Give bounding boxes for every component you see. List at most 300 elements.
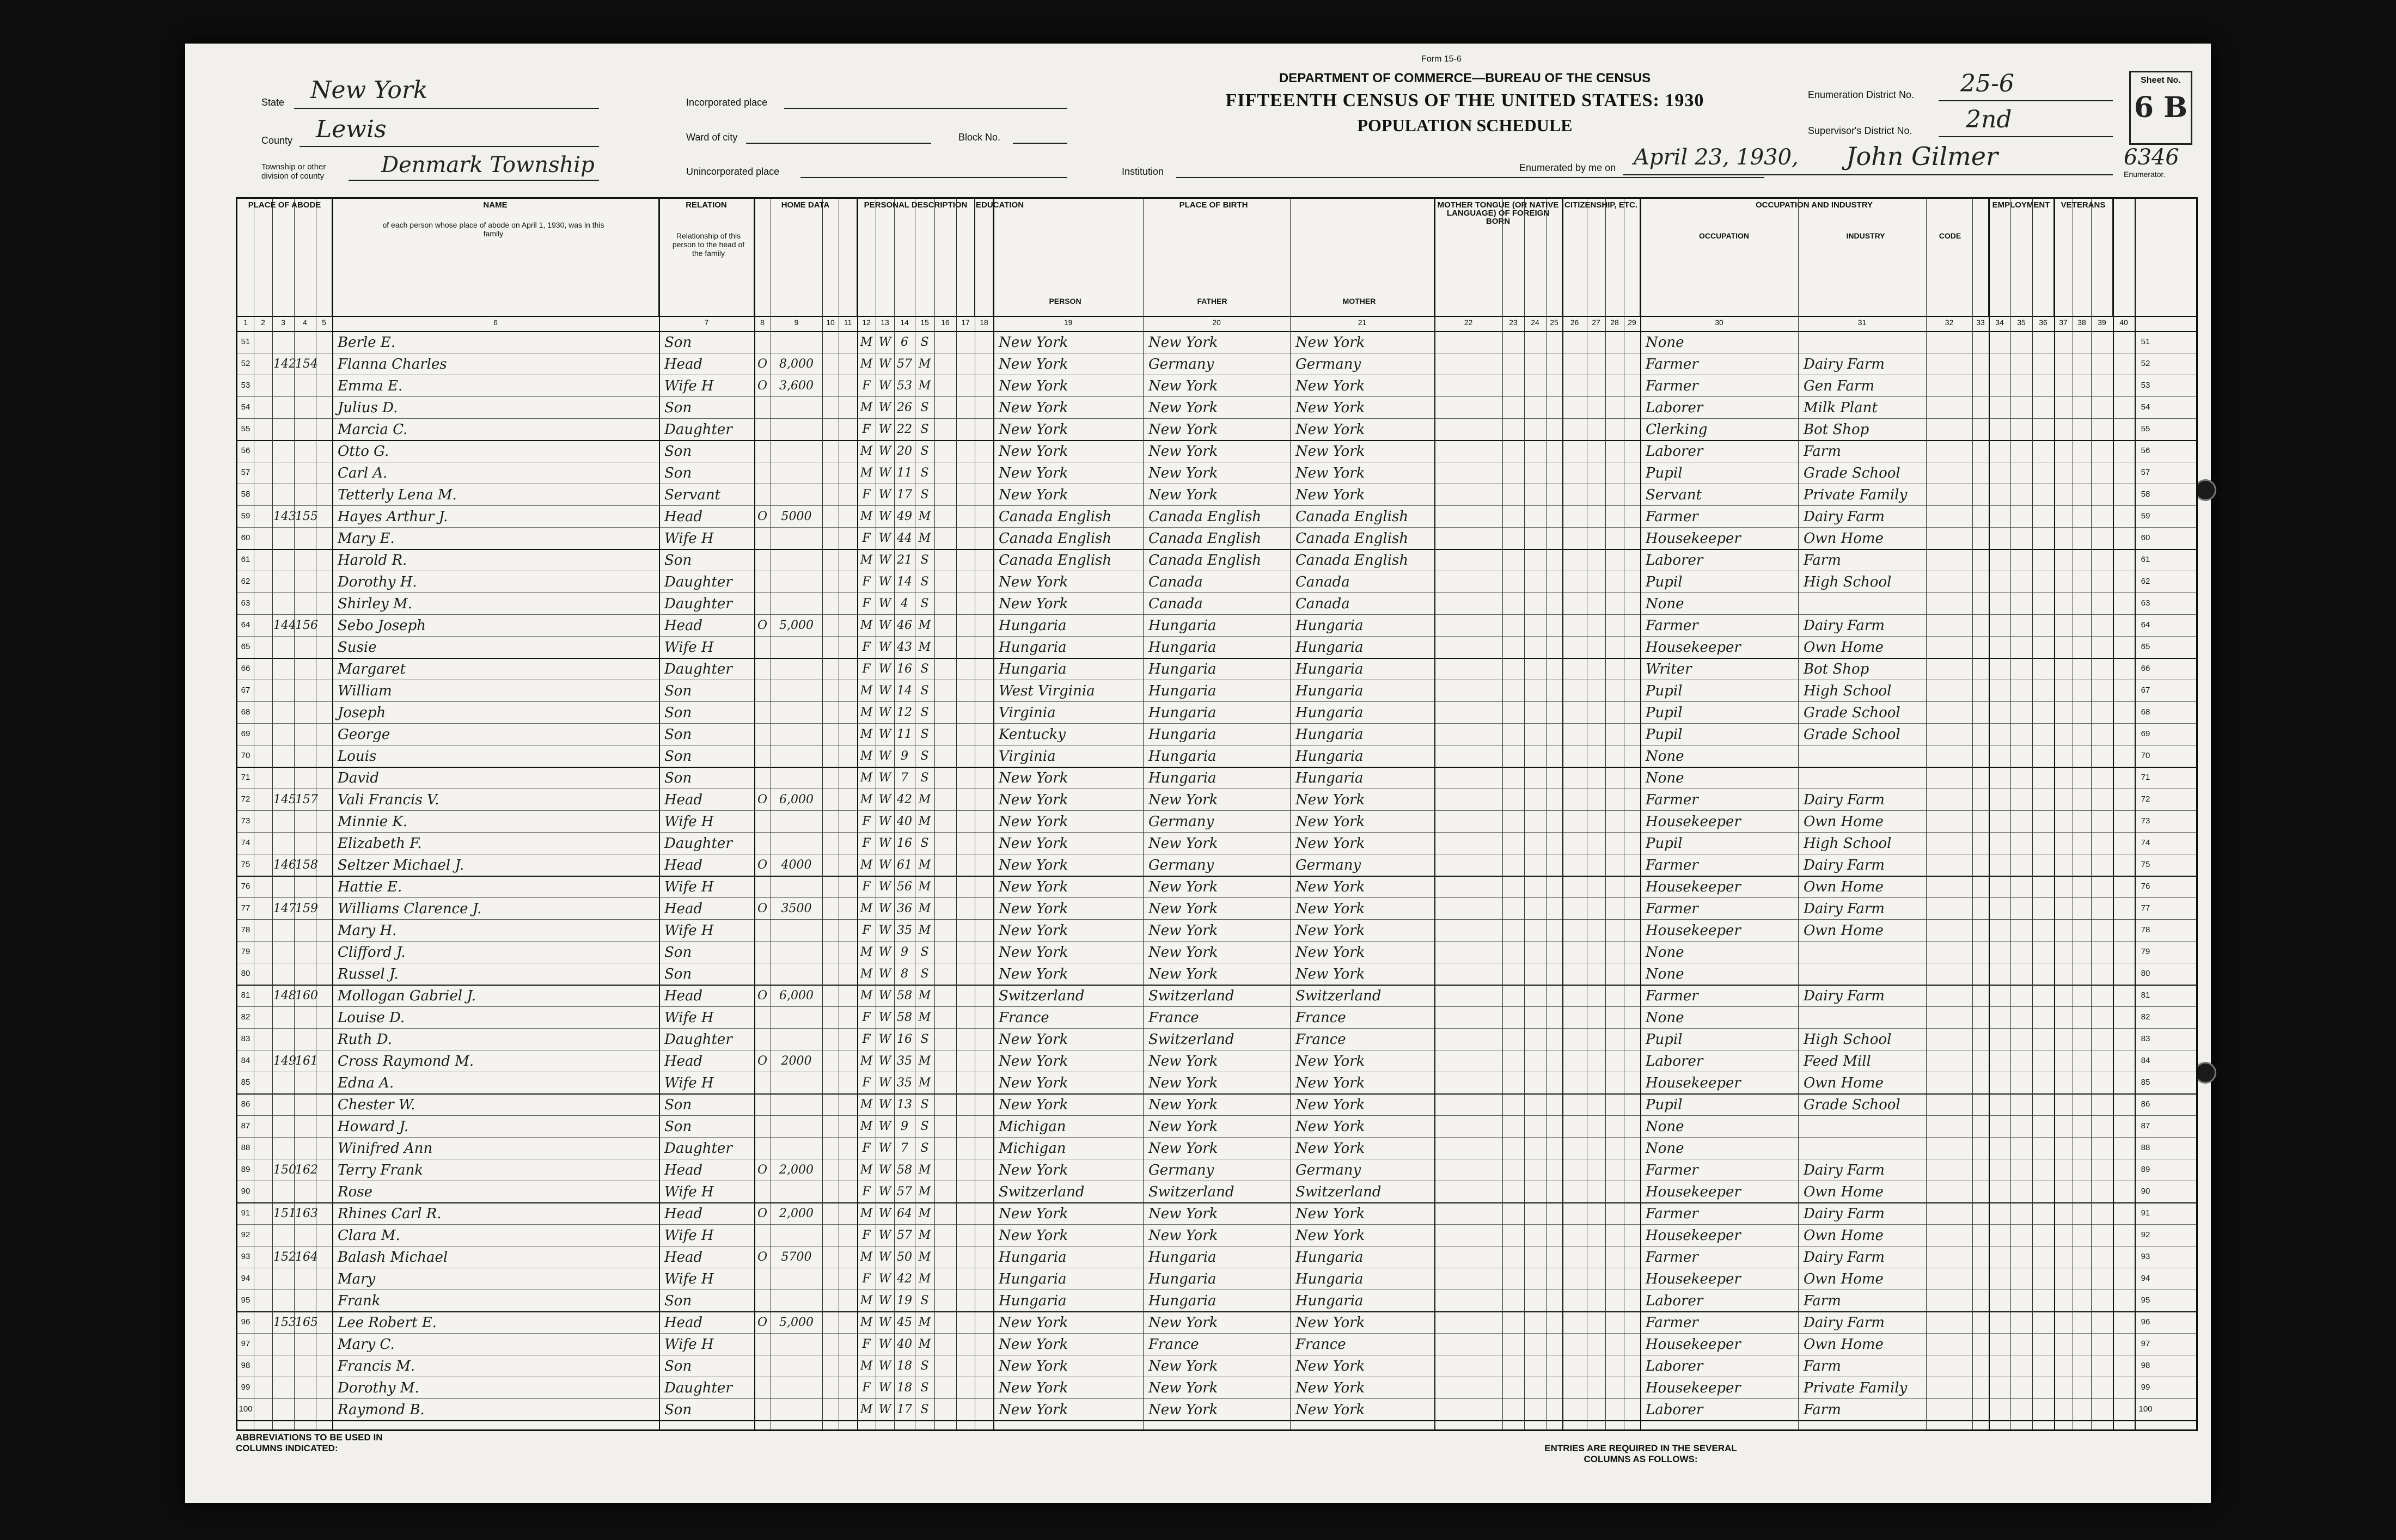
enum-district-line: [1939, 100, 2113, 101]
cell-own: [755, 1072, 769, 1093]
cell-sex: M: [860, 706, 873, 719]
cell-name: Dorothy M.: [338, 1380, 419, 1396]
table-row: [237, 1093, 2196, 1116]
enumerated-line: [1623, 174, 2113, 175]
row-number-right: 55: [2141, 424, 2150, 433]
cell-birth: New York: [999, 792, 1068, 808]
cell-ind: Dairy Farm: [1804, 1249, 1885, 1266]
table-row: [237, 331, 2196, 353]
cell-ind: [1804, 1115, 1921, 1137]
column-number: 31: [1857, 318, 1867, 327]
cell-ms: M: [918, 1337, 931, 1351]
cell-age: 7: [901, 1141, 908, 1155]
cell-race: W: [878, 1120, 891, 1133]
table-row: [237, 767, 2196, 789]
cell-n: 96: [241, 1317, 250, 1327]
cell-own: [755, 919, 769, 941]
cell-father: New York: [1148, 879, 1218, 895]
cell-birth: Switzerland: [999, 1184, 1085, 1200]
cell-rel: Daughter: [664, 421, 732, 438]
cell-name: Clara M.: [338, 1227, 400, 1244]
row-number-right: 93: [2141, 1252, 2150, 1261]
cell-name: Minnie K.: [338, 814, 408, 830]
cell-birth: Kentucky: [999, 726, 1066, 743]
table-row: [237, 1355, 2196, 1377]
cell-dw: [273, 1137, 293, 1159]
cell-race: W: [878, 1054, 891, 1068]
column-number: 33: [1976, 318, 1985, 327]
row-number-right: 62: [2141, 577, 2150, 586]
column-divider: [2113, 199, 2114, 1429]
cell-race: W: [878, 444, 891, 458]
table-row: [237, 1377, 2196, 1399]
cell-n: 71: [241, 773, 250, 782]
cell-sex: F: [862, 1032, 871, 1046]
cell-mother: France: [1295, 1336, 1346, 1353]
cell-ms: M: [918, 640, 931, 654]
cell-ms: M: [918, 815, 931, 828]
cell-dw: [273, 832, 293, 854]
cell-fam: [295, 549, 315, 571]
cell-age: 18: [897, 1381, 912, 1395]
cell-fam: 165: [295, 1316, 318, 1329]
cell-mother: Hungaria: [1295, 726, 1364, 743]
cell-ms: S: [920, 662, 929, 676]
row-number-right: 68: [2141, 707, 2150, 717]
cell-n: 57: [241, 468, 250, 477]
cell-dw: [273, 919, 293, 941]
cell-ms: M: [918, 1163, 931, 1177]
cell-fam: [295, 919, 315, 941]
cell-race: W: [878, 1403, 891, 1416]
cell-occ: Housekeeper: [1646, 1227, 1741, 1244]
sheet-footer: [236, 1432, 2195, 1492]
cell-birth: New York: [999, 857, 1068, 873]
cell-n: 83: [241, 1034, 250, 1043]
cell-race: W: [878, 662, 891, 676]
row-number-right: 85: [2141, 1078, 2150, 1087]
column-divider: [659, 199, 660, 1429]
cell-rel: Wife H: [664, 879, 714, 895]
cell-dw: [273, 876, 293, 897]
cell-occ: Housekeeper: [1646, 1271, 1741, 1287]
cell-ms: S: [920, 945, 929, 959]
cell-age: 45: [897, 1316, 912, 1329]
cell-age: 57: [897, 1185, 912, 1199]
cell-birth: New York: [999, 1358, 1068, 1374]
cell-occ: Housekeeper: [1646, 879, 1741, 895]
cell-race: W: [878, 379, 891, 393]
table-row: [237, 1246, 2196, 1268]
cell-n: 68: [241, 707, 250, 717]
cell-occ: None: [1646, 596, 1684, 612]
column-subheader: PERSON: [1049, 297, 1081, 305]
cell-race: W: [878, 1316, 891, 1329]
column-subheader: INDUSTRY: [1846, 231, 1885, 240]
column-group-title: EDUCATION: [976, 200, 1024, 210]
table-row: [237, 1202, 2196, 1225]
column-divider: [1798, 199, 1799, 1429]
cell-birth: Hungaria: [999, 1249, 1067, 1266]
cell-birth: Hungaria: [999, 618, 1067, 634]
cell-father: New York: [1148, 1053, 1218, 1070]
cell-sex: F: [862, 1185, 871, 1199]
cell-val: 6,000: [779, 793, 814, 806]
cell-fam: [295, 1333, 315, 1355]
cell-occ: Pupil: [1646, 683, 1683, 699]
cell-dw: [273, 1028, 293, 1050]
cell-n: 97: [241, 1339, 250, 1348]
cell-dw: [273, 767, 293, 789]
cell-sex: F: [862, 1337, 871, 1351]
cell-occ: Laborer: [1646, 1053, 1703, 1070]
column-group-header: [975, 199, 1024, 316]
table-row: [237, 985, 2196, 1007]
cell-rel: Head: [664, 857, 703, 873]
cell-val: [772, 592, 821, 614]
cell-val: 2,000: [779, 1207, 814, 1220]
column-number: 22: [1464, 318, 1473, 327]
row-number-right: 64: [2141, 620, 2150, 630]
cell-own: O: [757, 793, 768, 806]
row-number-right: 92: [2141, 1230, 2150, 1239]
table-row: [237, 418, 2196, 441]
entries-title: ENTRIES ARE REQUIRED IN THE SEVERAL COLUMNS AS FOLLOWS:: [1544, 1443, 1737, 1464]
cell-n: 79: [241, 947, 250, 956]
cell-ms: S: [920, 706, 929, 719]
table-row: [237, 353, 2196, 375]
cell-sex: M: [860, 1120, 873, 1133]
cell-own: [755, 1290, 769, 1311]
cell-occ: Housekeeper: [1646, 1380, 1741, 1396]
cell-birth: France: [999, 1010, 1049, 1026]
cell-occ: Farmer: [1646, 378, 1698, 394]
column-group-header: [1562, 199, 1640, 316]
cell-race: W: [878, 1185, 891, 1199]
cell-rel: Wife H: [664, 1336, 714, 1353]
cell-fam: [295, 658, 315, 680]
row-number-right: 70: [2141, 751, 2150, 760]
cell-name: Elizabeth F.: [338, 835, 422, 852]
cell-dw: [273, 462, 293, 484]
column-divider: [1524, 199, 1525, 1429]
cell-mother: New York: [1295, 792, 1365, 808]
cell-birth: New York: [999, 1227, 1068, 1244]
cell-father: New York: [1148, 1206, 1218, 1222]
cell-sex: M: [860, 749, 873, 763]
cell-father: Hungaria: [1148, 705, 1217, 721]
cell-occ: Pupil: [1646, 574, 1683, 590]
cell-mother: Hungaria: [1295, 1293, 1364, 1309]
cell-mother: New York: [1295, 1140, 1365, 1157]
cell-mother: Hungaria: [1295, 748, 1364, 765]
row-number-right: 72: [2141, 795, 2150, 804]
cell-age: 53: [897, 379, 912, 393]
cell-race: W: [878, 575, 891, 589]
cell-dw: [273, 1377, 293, 1398]
cell-sex: M: [860, 728, 873, 741]
cell-dw: [273, 549, 293, 571]
cell-rel: Head: [664, 901, 703, 917]
row-number-right: 66: [2141, 664, 2150, 673]
cell-fam: [295, 1072, 315, 1093]
cell-ms: S: [920, 553, 929, 567]
cell-ind: [1804, 1006, 1921, 1028]
cell-mother: Hungaria: [1295, 618, 1364, 634]
cell-occ: Clerking: [1646, 421, 1708, 438]
column-group-title: NAME: [483, 200, 508, 210]
cell-rel: Head: [664, 1053, 703, 1070]
cell-own: [755, 571, 769, 592]
cell-dw: [273, 963, 293, 985]
cell-fam: [295, 832, 315, 854]
cell-val: 6,000: [779, 989, 814, 1003]
table-row: [237, 462, 2196, 484]
cell-sex: M: [860, 619, 873, 632]
cell-race: W: [878, 967, 891, 981]
row-number-right: 96: [2141, 1317, 2150, 1327]
cell-age: 58: [897, 1163, 912, 1177]
column-number: 14: [900, 318, 909, 327]
cell-age: 8: [901, 967, 908, 981]
cell-val: [772, 396, 821, 418]
township-label: Township or other division of county: [261, 162, 326, 181]
column-group-title: PLACE OF BIRTH: [1179, 200, 1248, 210]
cell-mother: Canada: [1295, 596, 1350, 612]
table-row: [237, 941, 2196, 963]
cell-mother: New York: [1295, 966, 1365, 982]
column-number: 36: [2039, 318, 2047, 327]
cell-race: W: [878, 597, 891, 610]
cell-name: Russel J.: [338, 966, 399, 982]
cell-occ: Pupil: [1646, 726, 1683, 743]
row-number-right: 95: [2141, 1295, 2150, 1305]
cell-sex: F: [862, 880, 871, 894]
cell-rel: Son: [664, 770, 692, 786]
row-number-right: 99: [2141, 1383, 2150, 1392]
table-row: [237, 854, 2196, 877]
cell-name: Hayes Arthur J.: [338, 509, 448, 525]
column-number: 17: [961, 318, 970, 327]
cell-birth: New York: [999, 1315, 1068, 1331]
cell-race: W: [878, 510, 891, 523]
cell-race: W: [878, 1294, 891, 1307]
cell-race: W: [878, 1076, 891, 1090]
cell-father: Switzerland: [1148, 1031, 1234, 1048]
cell-val: 8,000: [779, 357, 814, 371]
cell-occ: Laborer: [1646, 443, 1703, 460]
cell-ind: High School: [1804, 1031, 1892, 1048]
cell-dw: [273, 1333, 293, 1355]
cell-fam: [295, 440, 315, 462]
cell-rel: Head: [664, 1249, 703, 1266]
cell-dw: [273, 592, 293, 614]
cell-sex: M: [860, 466, 873, 480]
cell-occ: None: [1646, 334, 1684, 351]
column-number: 24: [1531, 318, 1539, 327]
table-row: [237, 919, 2196, 942]
column-divider: [2135, 199, 2136, 1429]
cell-father: Germany: [1148, 857, 1214, 873]
cell-birth: New York: [999, 879, 1068, 895]
cell-own: [755, 592, 769, 614]
column-group-title: VETERANS: [2061, 200, 2106, 210]
column-group-header: [2054, 199, 2113, 316]
cell-ind: Grade School: [1804, 705, 1900, 721]
cell-age: 17: [897, 488, 912, 502]
cell-n: 86: [241, 1099, 250, 1109]
cell-father: Hungaria: [1148, 748, 1217, 765]
row-number-right: 97: [2141, 1339, 2150, 1348]
table-row: [237, 723, 2196, 745]
cell-dw: [273, 1398, 293, 1420]
cell-fam: 162: [295, 1163, 318, 1177]
column-number: 15: [920, 318, 929, 327]
cell-n: 56: [241, 446, 250, 455]
cell-name: Marcia C.: [338, 421, 408, 438]
cell-age: 21: [897, 553, 912, 567]
cell-birth: Switzerland: [999, 988, 1085, 1004]
cell-birth: New York: [999, 922, 1068, 939]
sheet-number-box: [2129, 71, 2192, 145]
cell-own: O: [757, 1163, 768, 1177]
cell-n: 95: [241, 1295, 250, 1305]
cell-occ: Servant: [1646, 487, 1702, 503]
cell-mother: New York: [1295, 465, 1365, 481]
cell-age: 57: [897, 357, 912, 371]
table-row: [237, 440, 2196, 462]
cell-age: 14: [897, 575, 912, 589]
cell-occ: Housekeeper: [1646, 530, 1741, 547]
cell-sex: F: [862, 379, 871, 393]
cell-rel: Wife H: [664, 1075, 714, 1091]
cell-n: 64: [241, 620, 250, 630]
column-group-title: EMPLOYMENT: [1992, 200, 2050, 210]
cell-occ: Farmer: [1646, 901, 1698, 917]
cell-n: 52: [241, 359, 250, 368]
cell-own: [755, 1181, 769, 1202]
cell-sex: M: [860, 793, 873, 806]
cell-age: 58: [897, 1011, 912, 1024]
cell-n: 94: [241, 1274, 250, 1283]
cell-father: Canada: [1148, 596, 1203, 612]
table-row: [237, 789, 2196, 811]
cell-rel: Daughter: [664, 661, 732, 677]
column-number: 5: [322, 318, 326, 327]
cell-ind: Own Home: [1804, 922, 1884, 939]
cell-dw: [273, 331, 293, 353]
cell-val: [772, 1377, 821, 1398]
cell-ind: Dairy Farm: [1804, 1315, 1885, 1331]
cell-dw: 148: [273, 989, 296, 1003]
cell-occ: Pupil: [1646, 705, 1683, 721]
enum-district-label: Enumeration District No.: [1808, 89, 1915, 100]
column-divider: [1989, 199, 1990, 1429]
cell-name: Tetterly Lena M.: [338, 487, 457, 503]
column-group-header: [857, 199, 975, 316]
cell-birth: New York: [999, 1336, 1068, 1353]
table-row: [237, 636, 2196, 659]
cell-name: Dorothy H.: [338, 574, 417, 590]
cell-father: New York: [1148, 835, 1218, 852]
cell-mother: New York: [1295, 922, 1365, 939]
cell-birth: New York: [999, 1206, 1068, 1222]
cell-father: New York: [1148, 443, 1218, 460]
table-row: [237, 1181, 2196, 1203]
cell-n: 75: [241, 860, 250, 869]
cell-age: 4: [901, 597, 908, 610]
cell-occ: Farmer: [1646, 792, 1698, 808]
cell-birth: New York: [999, 944, 1068, 961]
cell-ms: S: [920, 771, 929, 785]
cell-own: [755, 1224, 769, 1246]
cell-val: [772, 1181, 821, 1202]
cell-birth: New York: [999, 1097, 1068, 1113]
column-group-title: OCCUPATION AND INDUSTRY: [1756, 200, 1873, 210]
incorporated-line: [784, 108, 1067, 109]
cell-name: Seltzer Michael J.: [338, 857, 464, 873]
cell-own: [755, 876, 769, 897]
cell-own: O: [757, 619, 768, 632]
cell-mother: New York: [1295, 421, 1365, 438]
cell-rel: Son: [664, 966, 692, 982]
cell-fam: [295, 1006, 315, 1028]
cell-father: Hungaria: [1148, 1271, 1217, 1287]
cell-age: 11: [897, 728, 912, 741]
cell-ind: Milk Plant: [1804, 400, 1878, 416]
cell-birth: Canada English: [999, 509, 1112, 525]
cell-fam: [295, 418, 315, 440]
table-row: [237, 571, 2196, 593]
column-number: 25: [1550, 318, 1558, 327]
cell-dw: [273, 571, 293, 592]
cell-name: Chester W.: [338, 1097, 415, 1113]
cell-birth: New York: [999, 966, 1068, 982]
cell-sex: F: [862, 423, 871, 436]
cell-val: [772, 658, 821, 680]
cell-n: 55: [241, 424, 250, 433]
cell-dw: [273, 745, 293, 767]
cell-father: New York: [1148, 792, 1218, 808]
cell-ms: M: [918, 902, 931, 915]
cell-age: 12: [897, 706, 912, 719]
enumerator-signature: John Gilmer: [1846, 142, 1998, 171]
column-group-title: PLACE OF ABODE: [248, 200, 321, 210]
enumerated-date: April 23, 1930,: [1634, 145, 1799, 170]
cell-ind: Private Family: [1804, 487, 1908, 503]
cell-val: [772, 1006, 821, 1028]
cell-dw: [273, 1268, 293, 1290]
cell-val: [772, 745, 821, 767]
cell-age: 36: [897, 902, 912, 915]
cell-val: [772, 832, 821, 854]
cell-mother: New York: [1295, 487, 1365, 503]
cell-birth: New York: [999, 1380, 1068, 1396]
cell-rel: Wife H: [664, 1184, 714, 1200]
row-number-right: 81: [2141, 991, 2150, 1000]
cell-name: Louis: [338, 748, 377, 765]
cell-father: New York: [1148, 944, 1218, 961]
row-number-right: 65: [2141, 642, 2150, 651]
column-divider: [1640, 199, 1641, 1429]
cell-ind: [1804, 1137, 1921, 1159]
cell-ind: Own Home: [1804, 530, 1884, 547]
cell-sex: M: [860, 858, 873, 872]
cell-name: Mary: [338, 1271, 376, 1287]
cell-fam: [295, 592, 315, 614]
cell-dw: 149: [273, 1054, 296, 1068]
cell-ms: M: [918, 1250, 931, 1264]
